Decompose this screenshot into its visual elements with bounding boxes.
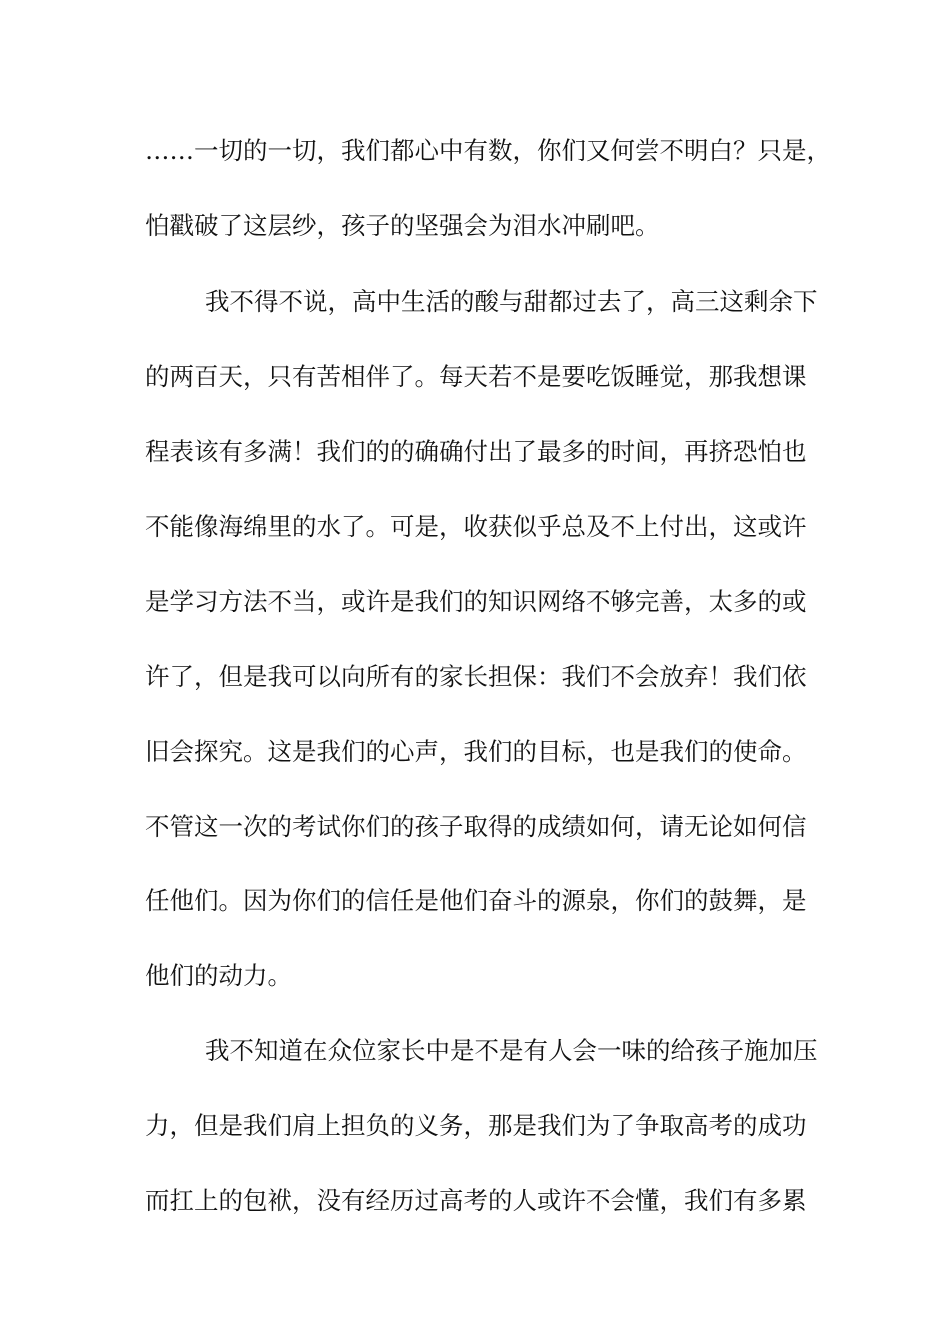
text-line: 不管这一次的考试你们的孩子取得的成绩如何，请无论如何信 <box>145 812 807 841</box>
text-line: 的两百天，只有苦相伴了。每天若不是要吃饭睡觉，那我想课 <box>145 362 807 391</box>
text-line: 力，但是我们肩上担负的义务，那是我们为了争取高考的成功 <box>145 1111 807 1140</box>
text-line: 许了，但是我可以向所有的家长担保：我们不会放弃！我们依 <box>145 662 807 691</box>
text-line: 是学习方法不当，或许是我们的知识网络不够完善，太多的或 <box>145 587 807 616</box>
text-line: 不能像海绵里的水了。可是，收获似乎总及不上付出，这或许 <box>145 512 807 541</box>
text-line: 程表该有多满！我们的的确确付出了最多的时间，再挤恐怕也 <box>145 437 807 466</box>
text-line: 而扛上的包袱，没有经历过高考的人或许不会懂，我们有多累 <box>145 1186 807 1215</box>
text-line: 任他们。因为你们的信任是他们奋斗的源泉，你们的鼓舞，是 <box>145 886 807 915</box>
paragraph-first-line: 我不得不说，高中生活的酸与甜都过去了，高三这剩余下 <box>205 287 818 316</box>
paragraph-first-line: 我不知道在众位家长中是不是有人会一味的给孩子施加压 <box>205 1036 818 1065</box>
text-line: ……一切的一切，我们都心中有数，你们又何尝不明白？只是， <box>145 136 831 165</box>
text-line: 他们的动力。 <box>145 961 292 990</box>
text-line: 怕戳破了这层纱，孩子的坚强会为泪水冲刷吧。 <box>145 211 660 240</box>
text-line: 旧会探究。这是我们的心声，我们的目标，也是我们的使命。 <box>145 737 807 766</box>
